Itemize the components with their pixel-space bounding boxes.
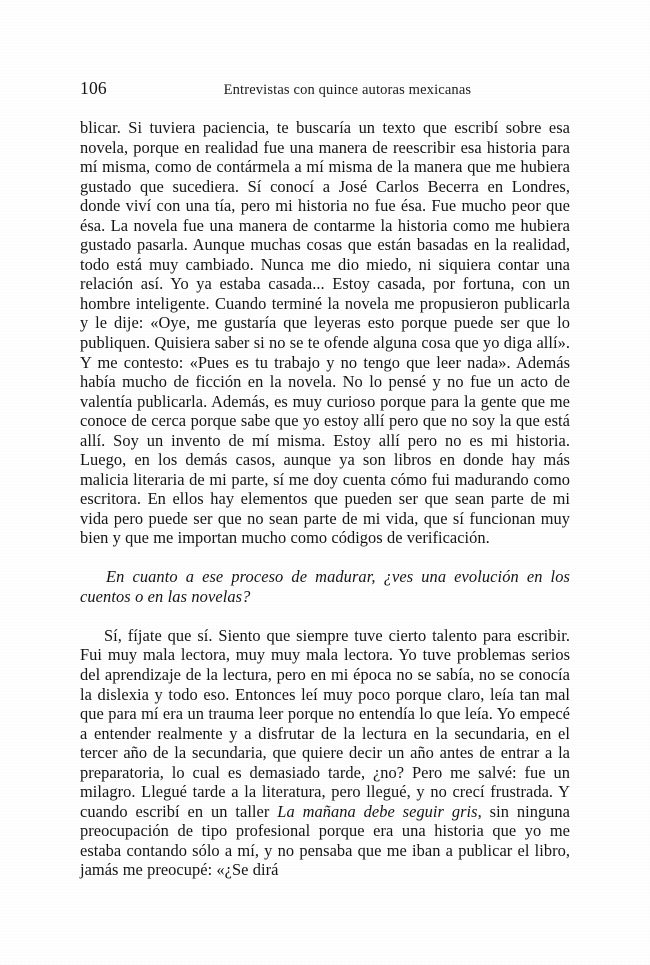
paragraph-gap [80,607,570,626]
answer-text-after-title: , sin ninguna preocupación de tipo profesional porque era una historia que yo me estaba contando sólo a mí, y no pensaba que me iban a publicar el libro, jamás me preocupé: «¿Se dirá [80,801,571,880]
page-number: 106 [80,78,107,98]
text-block [80,118,570,880]
interviewer-question: En cuanto a ese proceso de madurar, ¿ves una evolución en los cuentos o en las novelas? [80,567,570,606]
running-head [80,78,570,102]
book-title-citation: La mañana debe seguir gris [277,801,478,821]
answer-text-before-title: Sí, fíjate que sí. Siento que siempre tuve cierto talento para escribir. Fui muy mala lectora, muy muy mala lectora. Yo tuve problemas serios del aprendizaje de la lectura, pero en mi época no se sabía, no se conocía la dislexia y todo eso. Entonces leí muy poco porque claro, leía tan mal que para mí era un trauma leer porque no entendía lo que leía. Yo empecé a entender realmente y a disfrutar de la lectura en la secundaria, en el tercer año de la secundaria, que quiere decir un año antes de entrar a la preparatoria, lo cual es demasiado tarde, ¿no? Pero me salvé: fue un milagro. Llegué tarde a la literatura, pero llegué, y no crecí frustrada. Y cuando escribí en un taller [80,625,570,821]
body-paragraph-continued: blicar. Si tuviera paciencia, te buscaría un texto que escribí sobre esa novela, porque en realidad fue una manera de reescribir esa historia para mí misma, como de contármela a mí misma de la manera que me hubiera gustado que sucediera. Sí conocí a José Carlos Becerra en Londres, donde viví con una tía, pero mi historia no fue ésa. Fue mucho peor que ésa. La novela fue una manera de contarme la historia como me hubiera gustado pasarla. Aunque muchas cosas que están basadas en la realidad, todo está muy cambiado. Nunca me dio miedo, ni siquiera contar una relación así. Yo ya estaba casada... Estoy casada, por fortuna, con un hombre inteligente. Cuando terminé la novela me propusieron publicarla y le dije: «Oye, me gustaría que leyeras esto porque puede ser que lo publiquen. Quisiera saber si no se te ofende alguna cosa que yo diga allí». Y me contesto: «Pues es tu trabajo y no tengo que leer nada». Además había mucho de ficción en la novela. No lo pensé y no fue un acto de valentía publicarla. Además, es muy curioso porque para la gente que me conoce de cerca porque sabe que yo estoy allí pero que no soy la que está allí. Soy un invento de mí misma. Estoy allí pero no es mi historia. Luego, en los demás casos, aunque ya son libros en donde hay más malicia literaria de mi parte, sí me doy cuenta cómo fui madurando como escritora. En ellos hay elementos que pueden ser que sean parte de mi vida pero puede ser que no sean parte de mi vida, que sí funcionan muy bien y que me importan mucho como códigos de verificación. [80,118,570,548]
body-paragraph-answer [80,626,570,880]
running-title: Entrevistas con quince autoras mexicanas [223,82,472,98]
paragraph-gap [80,548,570,567]
